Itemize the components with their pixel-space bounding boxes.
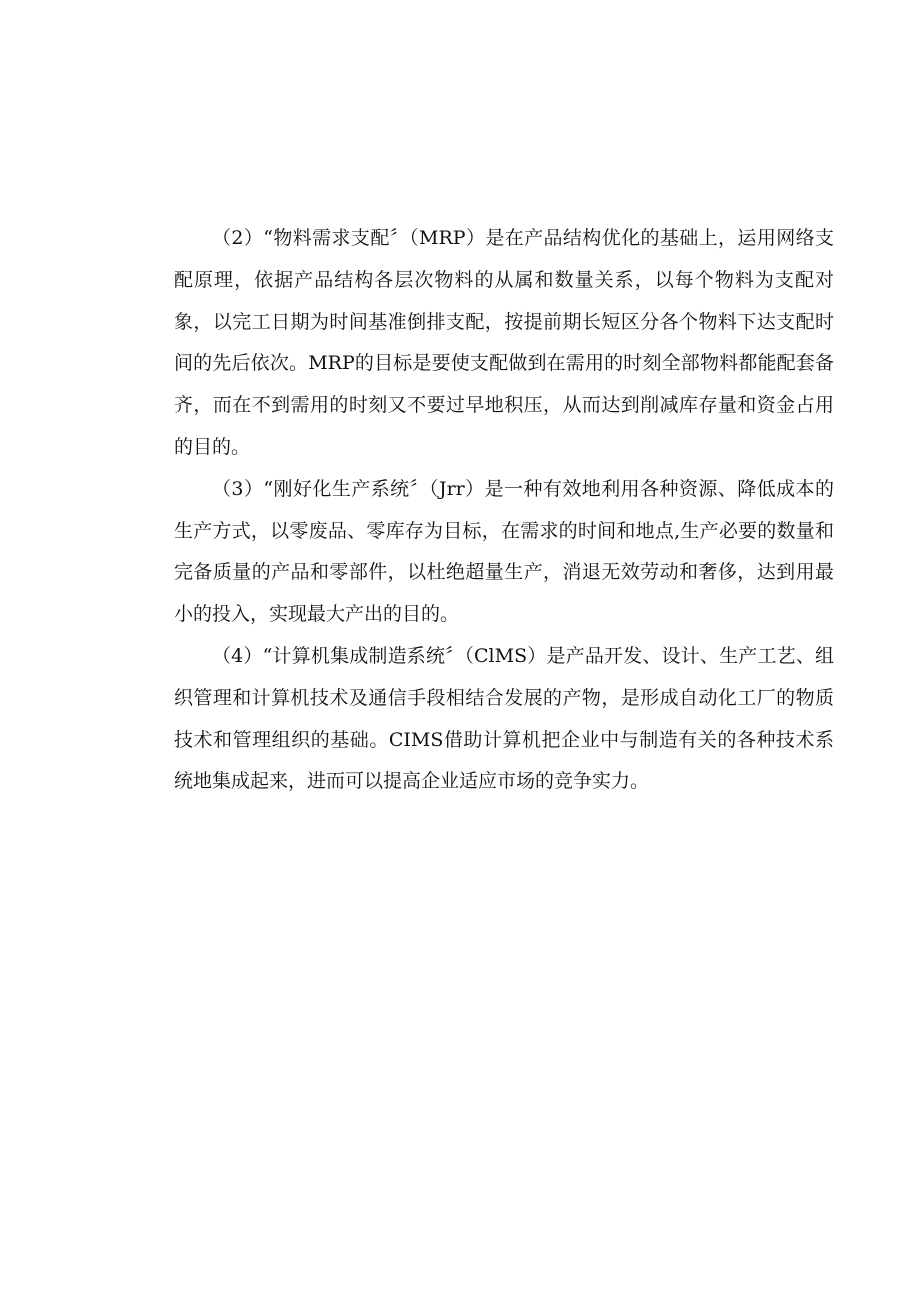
paragraph-cims: （4）“计算机集成制造系统〞（ClMS）是产品开发、设计、生产工艺、组织管理和计算机技术及通信手段相结合发展的产物，是形成自动化工厂的物质技术和管理组织的基础。CIMS借助计算机把企业中与制造有关的各种技术系统地集成起来，进而可以提高企业适应市场的竞争实力。	[174, 644, 834, 793]
paragraph-mrp: （2）“物料需求支配〞（MRP）是在产品结构优化的基础上，运用网络支配原理，依据产品结构各层次物料的从属和数量关系，以每个物料为支配对象，以完工日期为时间基准倒排支配，按提前期长短区分各个物料下达支配时间的先后依次。MRP的目标是要使支配做到在需用的时刻全部物料都能配套备齐，而在不到需用的时刻又不要过早地积压，从而达到削减库存量和资金占用的目的。	[174, 227, 834, 458]
document-body	[174, 218, 834, 803]
paragraph-jit: （3）“刚好化生产系统〞（Jrr）是一种有效地利用各种资源、降低成本的生产方式，以零废品、零库存为目标，在需求的时间和地点,生产必要的数量和完备质量的产品和零部件，以杜绝超量生产，消退无效劳动和奢侈，达到用最小的投入，实现最大产出的目的。	[174, 477, 834, 626]
